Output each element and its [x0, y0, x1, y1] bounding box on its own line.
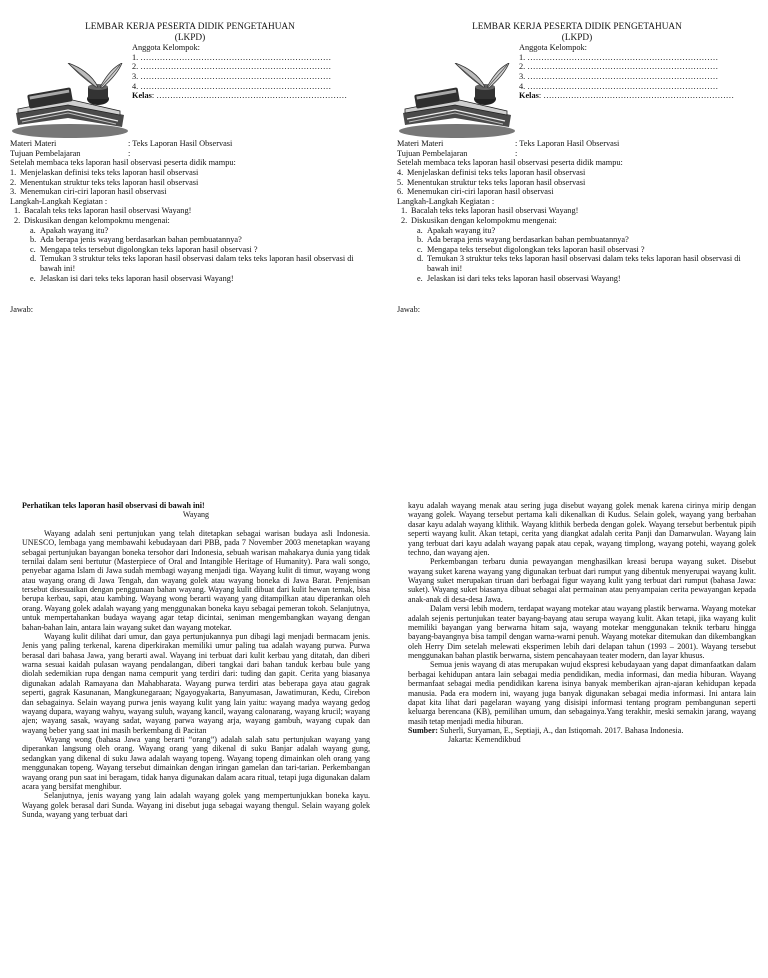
kelas-label: Kelas	[519, 91, 539, 101]
substeps-list	[397, 226, 757, 284]
objective-text: Menemukan ciri-ciri laporan hasil observasi	[407, 187, 554, 197]
jawab-label: Jawab:	[10, 305, 34, 315]
member-line[interactable]: 2. ……………………………………………………………	[132, 62, 332, 72]
objective-text: Menjelaskan definisi teks teks laporan hasil observasi	[407, 167, 586, 177]
substep-letter: b.	[30, 235, 37, 245]
step-text: Diskusikan dengan kelompokmu mengenai:	[411, 215, 557, 225]
objective-item	[10, 178, 370, 188]
objective-item	[10, 187, 370, 197]
materi-row	[10, 139, 370, 149]
materi-value: : Teks Laporan Hasil Observasi	[515, 139, 620, 149]
substep-item	[417, 226, 757, 236]
objectives-list	[397, 168, 757, 197]
source-text: Suherli, Suryaman, E., Septiaji, A., dan Istiqomah. 2017. Bahasa Indonesia.	[439, 726, 684, 735]
substeps-list	[10, 226, 370, 284]
member-line[interactable]: 3. ……………………………………………………………	[132, 71, 332, 81]
steps-label: Langkah-Langkah Kegiatan :	[397, 196, 495, 206]
objective-number: 6.	[397, 187, 404, 197]
member-line[interactable]: 4. ……………………………………………………………	[132, 81, 332, 91]
tujuan-value: :	[515, 148, 518, 158]
objective-number: 2.	[10, 177, 17, 187]
anggota-label: Anggota Kelompok:	[519, 43, 587, 53]
steps-list	[10, 206, 370, 225]
substep-letter: c.	[417, 244, 423, 254]
objective-text: Menemukan ciri-ciri laporan hasil observasi	[20, 187, 167, 197]
paragraph: Selanjutnya, jenis wayang yang lain adalah wayang golek yang mempertunjukkan boneka kayu. Wayang golek berasal dari Sunda. Wayang ini disebut juga sebagai wayang thengul. Selain wayang golek Sunda, wayang yang terbuat dari	[22, 791, 370, 819]
substep-text: Jelaskan isi dari teks teks laporan hasil observasi Wayang!	[40, 273, 234, 283]
objective-text: Menentukan struktur teks teks laporan hasil observasi	[20, 177, 199, 187]
substep-text: Ada berapa jenis wayang berdasarkan bahan pembuatannya?	[427, 235, 629, 245]
tujuan-label: Tujuan Pembelajaran	[10, 148, 81, 158]
substep-item	[417, 245, 757, 255]
substep-item	[30, 226, 370, 236]
substep-text: Mengapa teks tersebut digolongkan teks laporan hasil observasi ?	[40, 244, 258, 254]
substep-letter: b.	[417, 235, 424, 245]
materi-label: Materi Materi	[397, 139, 444, 149]
substep-letter: e.	[417, 273, 423, 283]
tujuan-value: :	[128, 148, 131, 158]
reading-subtitle: Wayang	[182, 510, 210, 520]
title-line-1: LEMBAR KERJA PESERTA DIDIK PENGETAHUAN	[85, 22, 295, 32]
step-item	[10, 206, 370, 216]
worksheet-left	[10, 22, 370, 315]
steps-list	[397, 206, 757, 225]
reading-column-right	[408, 501, 756, 745]
worksheet-title	[397, 22, 757, 43]
paragraph: Wayang adalah seni pertunjukan yang telah ditetapkan sebagai warisan budaya asli Indonesia. UNESCO, lembaga yang membawahi kebudayaan dari PBB, pada 7 November 2003 menetapkan wayang sebagai pertunjukan bayangan boneka tersohor dari Indonesia, sebuah warisan mahakarya dunia yang tidak ternilai dalam seni bertutur (Masterpiece of Oral and Intangible Heritage of Humanity). Para wali songo, penyebar agama Islam di Jawa sudah membagi wayang menjadi tiga. Wayang kulit di timur, wayang wong atau wayang orang di Jawa Tengah, dan wayang golek atau wayang boneka di Jawa Barat. Penjenisan tersebut disesuaikan dengan penggunaan bahan wayang. Wayang kulit dibuat dari kulit hewan ternak, bisa berupa kerbau, sapi, atau kambing. Wayang wong berarti wayang yang ditampilkan atau diperankan oleh orang. Wayang golek adalah wayang yang menggunakan boneka kayu sebagai pemeran tokoh. Selanjutnya, untuk mempertahankan budaya wayang agar tetap dicintai, seniman mengembangkan wayang dengan bahan-bahan lain, antara lain wayang suket dan wayang motekar.	[22, 528, 370, 632]
substep-item	[30, 254, 370, 273]
paragraph: Wayang wong (bahasa Jawa yang berarti “orang”) adalah salah satu pertunjukan wayang yang diperankan langsung oleh orang. Wayang orang yang dikenal di suku Banjar adalah wayang gung, sedangkan yang dikenal di suku Jawa adalah wayang topeng. Wayang topeng dimainkan oleh orang yang menggunakan topeng. Wayang tersebut dimainkan dengan iringan gamelan dan tari-tarian. Perkembangan wayang orang pun saat ini beragam, tidak hanya digunakan dalam acara ritual, tetapi juga digunakan dalam acara yang bersifat menghibur.	[22, 735, 370, 791]
worksheet-header	[397, 43, 757, 139]
member-line[interactable]: 3. ……………………………………………………………	[519, 71, 719, 81]
member-line[interactable]: 2. ……………………………………………………………	[519, 62, 719, 72]
anggota-label: Anggota Kelompok:	[132, 43, 200, 53]
substep-item	[30, 245, 370, 255]
tujuan-row	[10, 149, 370, 159]
step-text: Bacalah teks teks laporan hasil observasi Wayang!	[24, 206, 192, 216]
kelas-field[interactable]	[519, 91, 757, 101]
group-members	[132, 43, 370, 101]
title-line-2: (LKPD)	[174, 32, 206, 43]
member-line[interactable]: 1. ……………………………………………………………	[132, 52, 332, 62]
substep-text: Temukan 3 struktur teks teks laporan hasil observasi dalam teks teks laporan hasil observasi di bawah ini!	[427, 254, 741, 273]
objective-number: 3.	[10, 187, 17, 197]
objectives-intro: Setelah membaca teks laporan hasil observasi peserta didik mampu:	[10, 158, 236, 168]
objective-text: Menentukan struktur teks teks laporan hasil observasi	[407, 177, 586, 187]
substep-item	[30, 274, 370, 284]
objectives-intro: Setelah membaca teks laporan hasil observasi peserta didik mampu:	[397, 158, 623, 168]
step-number: 2.	[401, 215, 408, 225]
tujuan-label: Tujuan Pembelajaran	[397, 148, 468, 158]
substep-letter: d.	[30, 254, 37, 264]
objective-item	[397, 168, 757, 178]
kelas-label: Kelas	[132, 91, 152, 101]
step-number: 2.	[14, 215, 21, 225]
step-item	[10, 216, 370, 226]
steps-label: Langkah-Langkah Kegiatan :	[10, 196, 108, 206]
step-number: 1.	[14, 206, 21, 216]
substep-item	[417, 235, 757, 245]
step-number: 1.	[401, 206, 408, 216]
paragraph: Dalam versi lebih modern, terdapat wayang motekar atau wayang plastik berwarna. Wayang motekar adalah sejenis pertunjukan teater bayang-bayang atau serupa wayang kulit. Akan tetapi, jika wayang kulit memiliki bayangan yang berwarna hitam saja, wayang motekar menggunakan teknik terbaru hingga bayang-bayangnya bisa tampil dengan warna-warni penuh. Wayang motekar ditemukan dan dikembangkan oleh Herry Dim setelah melewati eksperimen lebih dari delapan tahun (1993 – 2001). Wayang tersebut menggunakan bahan plastik berwarna, sistem pencahayaan teater modern, dan layar khusus.	[408, 604, 756, 660]
paragraph: Semua jenis wayang di atas merupakan wujud ekspresi kebudayaan yang dapat dimanfaatkan dalam berbagai kehidupan antara lain sebagai media pendidikan, media informasi, dan media hiburan. Wayang bermanfaat sebagai media pendidikan karena isinya banyak memberikan ajran-ajaran kehidupan kepada manusia. Pada era modern ini, wayang juga banyak digunakan sebagai media informasi. Ini antara lain dapat kita lihat dari pagelaran wayang yang disisipi informasi tentang program pembangunan seperti keluarga berencana (KB), pemilihan umum, dan sebagainya.Yang terakhir, meski semakin jarang, wayang masih tetap menjadi media hiburan.	[408, 660, 756, 726]
worksheet-title	[10, 22, 370, 43]
objective-number: 5.	[397, 177, 404, 187]
quill-books-icon	[10, 63, 130, 139]
title-line-1: LEMBAR KERJA PESERTA DIDIK PENGETAHUAN	[472, 22, 682, 32]
substep-letter: a.	[417, 225, 423, 235]
source-citation	[408, 726, 756, 735]
materi-value: : Teks Laporan Hasil Observasi	[128, 139, 233, 149]
objective-text: Menjelaskan definisi teks teks laporan hasil observasi	[20, 167, 199, 177]
objective-number: 1.	[10, 167, 17, 177]
source-city: Jakarta: Kemendikbud	[448, 735, 521, 745]
worksheet-right	[397, 22, 757, 315]
jawab-label: Jawab:	[397, 305, 421, 315]
kelas-dots: : ……………………………………………………………	[151, 91, 348, 101]
paragraph: Perkembangan terbaru dunia pewayangan menghasilkan kreasi berupa wayang suket. Disebut wayang suket karena wayang yang digunakan terbuat dari rumput yang dibentuk menyerupai wayang kulit. Wayang suket merupakan tiruan dari berbagai figur wayang kulit yang terbuat dari rumput (bahasa Jawa: suket). Wayang suket biasanya dibuat sebagai alat permainan atau penyampaian cerita pewayangan kepada anak-anak di desa-desa Jawa.	[408, 557, 756, 604]
materi-row	[397, 139, 757, 149]
member-line[interactable]: 1. ……………………………………………………………	[519, 52, 719, 62]
member-line[interactable]: 4. ……………………………………………………………	[519, 81, 719, 91]
substep-text: Jelaskan isi dari teks teks laporan hasil observasi Wayang!	[427, 273, 621, 283]
objectives-list	[10, 168, 370, 197]
tujuan-row	[397, 149, 757, 159]
title-line-2: (LKPD)	[561, 32, 593, 43]
kelas-field[interactable]	[132, 91, 370, 101]
quill-books-icon	[397, 63, 517, 139]
paragraph: Wayang kulit dilihat dari umur, dan gaya pertunjukannya pun dibagi lagi menjadi bermacam jenis. Jenis yang paling terkenal, karena diperkirakan memiliki umur paling tua adalah wayang purwa. Purwa berasal dari bahasa Jawa, yang berarti awal. Wayang ini terbuat dari kulit kerbau yang ditatah, dan diberi warna sesuai kaidah pulasan wayang pendalangan, diberi tangkai dari bahan tanduk kerbau bule yang diolah sedemikian rupa dengan nama cempurit yang terdiri dari: tuding dan gapit. Cerita yang biasanya digunakan adalah Ramayana dan Mahabharata. Wayang purwa terdiri atas beberapa gaya atau gagrak seperti, gagrak Kasunanan, Mangkunegaraan; Ngayogyakarta, Banyumasan, Jawatimuran, Kedu, Cirebon dan sebagainya. Selain wayang purwa jenis wayang kulit yang lain yaitu: wayang madya wayang gedog wayang dupara, wayang wahyu, wayang suluh, wayang kancil, wayang calonarang, wayang krucil; wayang ajen; wayang sasak, wayang sadat, wayang parwa wayang arja, wayang gambuh, wayang cupak dan wayang beber yang saat ini masih berkembang di Pacitan	[22, 631, 370, 735]
substep-text: Temukan 3 struktur teks teks laporan hasil observasi dalam teks teks laporan hasil observasi di bawah ini!	[40, 254, 354, 273]
step-text: Diskusikan dengan kelompokmu mengenai:	[24, 215, 170, 225]
substep-letter: d.	[417, 254, 424, 264]
substep-text: Mengapa teks tersebut digolongkan teks laporan hasil observasi ?	[427, 244, 645, 254]
reading-column-left	[22, 501, 370, 819]
substep-letter: e.	[30, 273, 36, 283]
reading-title: Perhatikan teks laporan hasil observasi di bawah ini!	[22, 501, 205, 510]
substep-text: Ada berapa jenis wayang berdasarkan bahan pembuatannya?	[40, 235, 242, 245]
paragraph: kayu adalah wayang menak atau sering juga disebut wayang golek menak karena cirinya mirip dengan wayang golek. Wayang tersebut pertama kali dikenalkan di Kudus. Selain golek, wayang yang berbahan dasar kayu adalah wayang klithik. Wayang klithik berbeda dengan golek. Wayang tersebut berbentuk pipih seperti wayang kulit. Akan tetapi, cerita yang diangkat adalah cerita Panji dan Damarwulan. Wayang lain yang terbuat dari kayu adalah wayang papak atau cepak, wayang timplong, wayang potehi, wayang golek techno, dan wayang ajen.	[408, 501, 756, 557]
step-text: Bacalah teks teks laporan hasil observasi Wayang!	[411, 206, 579, 216]
substep-item	[417, 274, 757, 284]
substep-item	[30, 235, 370, 245]
objective-item	[10, 168, 370, 178]
kelas-dots: : ……………………………………………………………	[538, 91, 735, 101]
source-label: Sumber:	[408, 726, 438, 735]
substep-letter: c.	[30, 244, 36, 254]
objective-item	[397, 178, 757, 188]
objective-number: 4.	[397, 167, 404, 177]
materi-label: Materi Materi	[10, 139, 57, 149]
group-members	[519, 43, 757, 101]
objective-item	[397, 187, 757, 197]
step-item	[397, 216, 757, 226]
worksheet-header	[10, 43, 370, 139]
substep-item	[417, 254, 757, 273]
substep-text: Apakah wayang itu?	[427, 225, 496, 235]
substep-text: Apakah wayang itu?	[40, 225, 109, 235]
substep-letter: a.	[30, 225, 36, 235]
step-item	[397, 206, 757, 216]
